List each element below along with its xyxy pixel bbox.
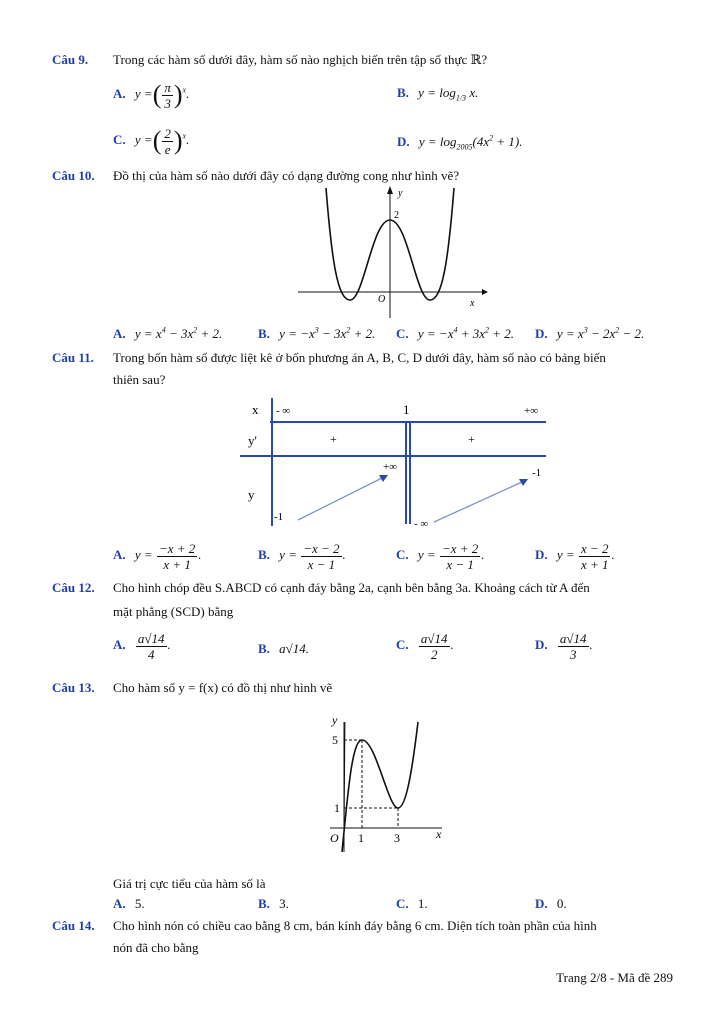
- q10-option-a[interactable]: [113, 326, 222, 342]
- q12-option-a-label: A.: [113, 637, 126, 653]
- q10-option-d[interactable]: [535, 326, 644, 342]
- q11-arrow-left: [298, 478, 382, 520]
- q11-variation-table: [238, 396, 550, 528]
- q13-y5-label: 5: [332, 733, 338, 747]
- q9-option-b-expr: $y = \log_{1/3} x$.: [418, 85, 479, 103]
- q13-option-d[interactable]: [535, 896, 567, 912]
- q9-option-d-expr: $y = \log_{2005}(4x^2 + 1)$.: [418, 134, 523, 152]
- q11-option-c-expr: y = $\frac{-x + 2}{x - 1}$ .: [417, 541, 485, 572]
- q11-number: Câu 11.: [52, 350, 94, 365]
- q11-y-left-end: +∞: [383, 461, 398, 473]
- q12-option-c[interactable]: [396, 631, 454, 662]
- q13-y1-label: 1: [334, 801, 340, 815]
- q10-option-a-expr: $y = x^4 - 3x^2 + 2$.: [134, 326, 223, 342]
- q10-option-b[interactable]: [258, 326, 375, 342]
- q9-option-d-label: D.: [397, 134, 410, 150]
- q10-number: Câu 10.: [52, 168, 95, 183]
- q12-option-b-label: B.: [258, 641, 270, 656]
- q11-y-right-start: - ∞: [414, 518, 429, 528]
- q13-option-d-label: D.: [535, 896, 548, 911]
- q11-yprime-label: y': [248, 433, 257, 448]
- q10-option-c-expr: $y = -x^4 + 3x^2 + 2$.: [417, 326, 515, 342]
- q12-number: Câu 12.: [52, 580, 95, 595]
- q11-option-c[interactable]: [396, 541, 485, 572]
- q12-option-d-label: D.: [535, 637, 548, 653]
- q14-text-line1: Cho hình nón có chiều cao bằng 8 cm, bán kính đáy bằng 6 cm. Diện tích toàn phần của hình: [113, 918, 597, 933]
- q13-number: Câu 13.: [52, 680, 95, 695]
- q11-x-right: +∞: [524, 405, 539, 417]
- q12-option-a-expr: $\frac{a√14}{4}$ .: [137, 631, 171, 662]
- q10-x-label: x: [470, 298, 475, 309]
- q10-option-b-expr: $y = -x^3 - 3x^2 + 2$.: [279, 326, 376, 342]
- q10-graph: [298, 184, 488, 320]
- q11-option-b-expr: y = $\frac{-x - 2}{x - 1}$ .: [279, 541, 346, 572]
- q10-origin-label: O: [378, 294, 386, 305]
- q11-option-c-label: C.: [396, 547, 409, 563]
- q12-option-b[interactable]: [258, 641, 309, 657]
- q13-option-c-value: 1.: [417, 896, 428, 911]
- q13-graph: [326, 712, 450, 854]
- q10-option-b-label: B.: [258, 326, 270, 342]
- q9-option-c-expr: y =( $\frac{2}{e}$ )$^x$.: [134, 126, 190, 157]
- q11-option-d-expr: y = $\frac{x - 2}{x + 1}$ .: [556, 541, 615, 572]
- q12-text-line2: mặt phẳng (SCD) bằng: [113, 604, 234, 619]
- q9-text: Trong các hàm số dưới đây, hàm số nào nghịch biến trên tập số thực ℝ?: [113, 52, 488, 67]
- q14-text-line2: nón đã cho bằng: [113, 940, 199, 955]
- q12-option-c-label: C.: [396, 637, 409, 653]
- q13-option-c-label: C.: [396, 896, 409, 911]
- q14-number: Câu 14.: [52, 918, 95, 933]
- q13-x3-label: 3: [394, 831, 400, 845]
- q11-y-right-end: -1: [532, 467, 542, 479]
- q9-number: Câu 9.: [52, 52, 89, 67]
- q10-option-d-expr: $y = x^3 - 2x^2 - 2$.: [556, 326, 645, 342]
- q11-option-b[interactable]: [258, 541, 346, 572]
- q12-option-a[interactable]: [113, 631, 171, 662]
- q13-subtext: Giá trị cực tiểu của hàm số là: [113, 876, 266, 891]
- q11-arrow-right: [434, 482, 522, 522]
- q9-option-b[interactable]: [397, 85, 478, 103]
- q11-y-left-start: -1: [274, 511, 284, 523]
- q10-peak-label: 2: [394, 210, 399, 221]
- q11-option-d-label: D.: [535, 547, 548, 563]
- q9-option-d[interactable]: [397, 134, 523, 152]
- q10-option-d-label: D.: [535, 326, 548, 342]
- q11-x-mid: 1: [403, 402, 410, 417]
- q13-option-b-label: B.: [258, 896, 270, 911]
- q11-x-left: - ∞: [276, 405, 291, 417]
- q11-option-d[interactable]: [535, 541, 615, 572]
- q10-y-label: y: [398, 188, 403, 199]
- q12-text-line1: Cho hình chóp đều S.ABCD có cạnh đáy bằng 2a, cạnh bên bằng 3a. Khoảng cách từ A đến: [113, 580, 590, 595]
- q11-text-line1: Trong bốn hàm số được liệt kê ở bốn phương án A, B, C, D dưới đây, hàm số nào có bảng biến: [113, 350, 606, 365]
- q13-option-c[interactable]: [396, 896, 428, 912]
- q13-option-a[interactable]: [113, 896, 145, 912]
- q12-option-d-expr: $\frac{a√14}{3}$ .: [559, 631, 593, 662]
- q13-text: Cho hàm số y = f(x) có đồ thị như hình vẽ: [113, 680, 333, 695]
- page-footer: Trang 2/8 - Mã đề 289: [556, 970, 673, 985]
- q11-text-line2: thiên sau?: [113, 372, 166, 387]
- q13-curve: [342, 722, 418, 852]
- q13-option-b-value: 3.: [279, 896, 289, 911]
- q13-option-a-value: 5.: [134, 896, 145, 911]
- q10-x-arrow: [482, 289, 488, 295]
- q13-option-d-value: 0.: [556, 896, 567, 911]
- q11-x-label: x: [252, 402, 259, 417]
- q12-option-c-expr: $\frac{a√14}{2}$ .: [420, 631, 454, 662]
- q13-x1-label: 1: [358, 831, 364, 845]
- q13-y-label: y: [332, 713, 338, 727]
- q11-y-label: y: [248, 487, 255, 502]
- q11-yprime-right: +: [468, 432, 475, 446]
- q9-option-a[interactable]: [113, 80, 189, 111]
- q11-option-b-label: B.: [258, 547, 270, 563]
- q10-option-a-label: A.: [113, 326, 126, 342]
- q13-x-label: x: [436, 827, 442, 841]
- q12-option-d[interactable]: [535, 631, 593, 662]
- q13-option-b[interactable]: [258, 896, 289, 912]
- q10-y-arrow: [387, 186, 393, 194]
- q13-origin-label: O: [330, 831, 339, 845]
- q11-option-a-expr: y = $\frac{-x + 2}{x + 1}$ .: [134, 541, 202, 572]
- q9-option-c-label: C.: [113, 132, 126, 148]
- q10-text: Đồ thị của hàm số nào dưới đây có dạng đường cong như hình vẽ?: [113, 168, 460, 183]
- q9-option-a-label: A.: [113, 86, 126, 102]
- q9-option-c[interactable]: [113, 126, 189, 157]
- q11-yprime-left: +: [330, 432, 337, 446]
- q12-option-b-expr: a√14.: [279, 641, 310, 656]
- q10-option-c[interactable]: [396, 326, 514, 342]
- q9-option-a-expr: y =( $\frac{\pi}{3}$ )$^x$.: [134, 80, 190, 111]
- q9-option-b-label: B.: [397, 85, 409, 100]
- q13-option-a-label: A.: [113, 896, 126, 911]
- q10-option-c-label: C.: [396, 326, 409, 342]
- q11-option-a[interactable]: [113, 541, 202, 572]
- q11-option-a-label: A.: [113, 547, 126, 563]
